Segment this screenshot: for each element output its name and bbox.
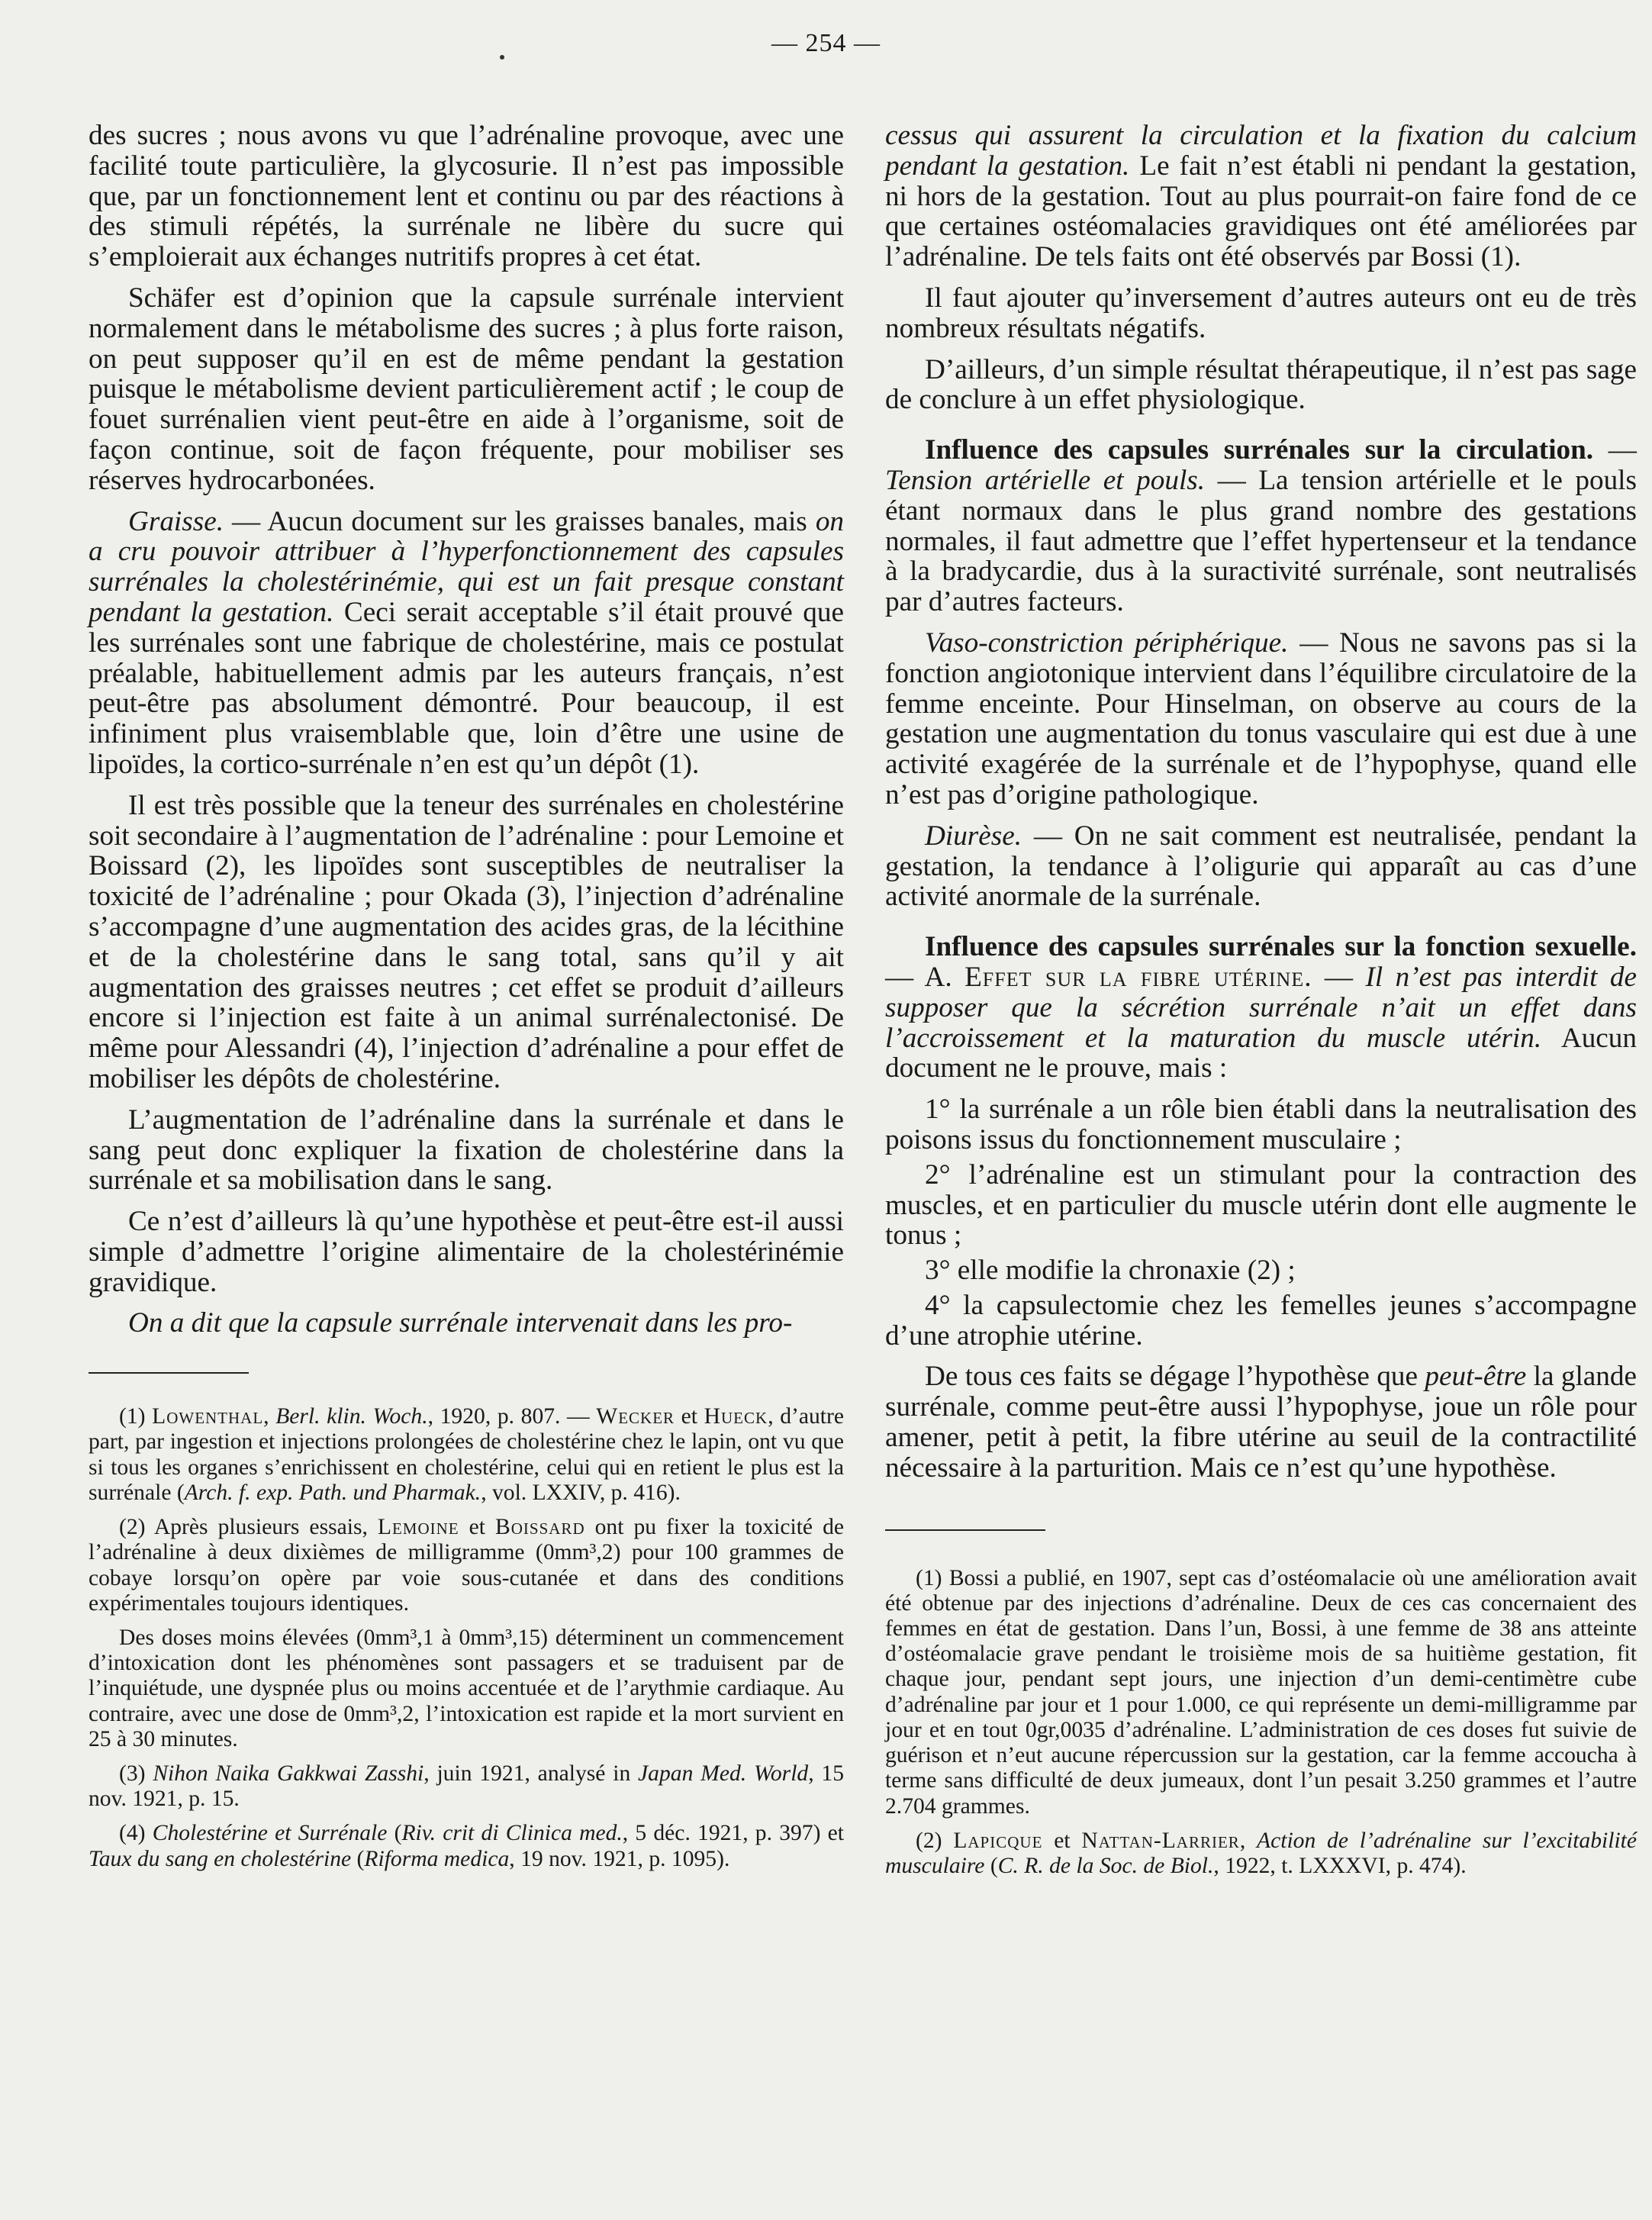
- text-run: Japan Med. World: [638, 1761, 809, 1786]
- text-run: Il n’est pas interdit de supposer que la sécrétion surrénale n’ait un effet dans l’accroissement et la maturation du muscle utérin.: [885, 961, 1637, 1054]
- left-column: [89, 121, 844, 1875]
- paragraph: [89, 283, 844, 496]
- text-run: Ce n’est d’ailleurs là qu’une hypothèse et peut-être est-il aussi simple d’admettre l’origine alimentaire de la cholestérinémie gravidique.: [89, 1206, 844, 1298]
- footnote: [89, 1821, 844, 1871]
- footnote: [89, 1761, 844, 1812]
- text-run: Diurèse.: [925, 820, 1022, 852]
- text-run: Hueck: [704, 1404, 768, 1429]
- text-run: — Aucun document sur les graisses banales, mais: [224, 505, 816, 537]
- text-run: Riforma medica: [364, 1846, 510, 1871]
- text-run: Ceci serait acceptable s’il était prouvé que les surrénales sont une fabrique de cholestérine, mais ce postulat préalable, habituellement admis par les auteurs français, n’est peut-être pas absolument démontré. Pour beaucoup, il est infiniment plus vraisemblable que, loin d’être une usine de lipoïdes, la cortico-surrénale n’en est qu’un dépôt (1).: [89, 596, 845, 780]
- text-run: Schäfer est d’opinion que la capsule surrénale intervient normalement dans le métabolisme des sucres ; à plus forte raison, on peut supposer qu’il en est de même pendant la gestation puisque le métabolisme devient particulièrement actif ; le coup de fouet surrénalien vient peut-être en aide à l’organisme, soit de façon continue, soit de façon fréquente, pour mobiliser ses réserves hydrocarbonées.: [89, 282, 844, 496]
- section-paragraph: [885, 435, 1637, 617]
- text-run: Graisse.: [128, 505, 224, 537]
- text-run: Cholestérine et Surrénale: [152, 1821, 388, 1846]
- footnote-rule: [89, 1372, 249, 1374]
- text-run: — A.: [885, 961, 965, 993]
- list-item: [885, 1290, 1637, 1352]
- text-run: (: [387, 1821, 402, 1846]
- text-run: Des doses moins élevées (0mm³,1 à 0mm³,15) déterminent un commencement d’intoxication dont les phénomènes sont passagers et se traduisent par de l’inquiétude, une dyspnée plus ou moins accentuée et de l’arythmie cardiaque. Au contraire, avec une dose de 0mm³,2, l’intoxication est rapide et la mort survient en 25 à 30 minutes.: [89, 1625, 844, 1751]
- text-run: 2° l’adrénaline est un stimulant pour la contraction des muscles, et en particulier du muscle utérin dont elle augmente le tonus ;: [885, 1158, 1637, 1252]
- text-run: (: [351, 1846, 365, 1871]
- paragraph: [89, 791, 844, 1094]
- text-run: Aucun document ne le prouve, mais :: [885, 1022, 1637, 1084]
- section-paragraph: [885, 932, 1637, 1084]
- text-run: (1): [119, 1404, 153, 1429]
- section-heading: Influence des capsules surrénales sur la fonction sexuelle.: [925, 931, 1637, 963]
- text-run: 4° la capsulectomie chez les femelles jeunes s’accompagne d’une atrophie utérine.: [885, 1289, 1637, 1352]
- paragraph: [885, 1361, 1637, 1483]
- text-run: Le fait n’est établi ni pendant la gestation, ni hors de la gestation. Tout au plus pourrait-on faire fond de ce que certaines ostéomalacies gravidiques ont été améliorées par l’adrénaline. De tels faits ont été observés par Bossi (1).: [885, 150, 1637, 273]
- text-run: D’ailleurs, d’un simple résultat thérapeutique, il n’est pas sage de conclure à un effet physiologique.: [885, 353, 1637, 416]
- text-run: , 5 déc. 1921, p. 397) et: [622, 1821, 844, 1846]
- text-run: Berl. klin. Woch.: [275, 1404, 428, 1429]
- text-run: (1) Bossi a publié, en 1907, sept cas d’ostéomalacie où une amélioration avait été obtenue par des injections d’adrénaline. Deux de ces cas concernaient des femmes en état de gestation. Dans l’un, Bossi, à une femme de 38 ans atteinte d’ostéomalacie grave pendant le troisième mois de sa huitième gestation, fit chaque jour, pendant sept jours, une injection d’un demi-centimètre cube d’adrénaline par jour et 1 pour 1.000, ce qui représente un demi-milligramme par jour et en tout 0gr,0035 d’adrénaline. L’administration de ces doses fut suivie de guérison et n’eut aucune répercussion sur la gestation, car la femme accoucha à terme sans difficulté de deux jumeaux, dont l’un pesait 3.250 grammes et l’autre 2.704 grammes.: [885, 1565, 1637, 1819]
- text-run: ,: [1239, 1828, 1258, 1853]
- paragraph: [89, 1207, 844, 1297]
- text-run: , d’autre part, par ingestion et injections prolongées de cholestérine chez le lapin, ont vu que si tous les organes s’enrichissent en cholestérine, celui qui en retient le plus est la surrénale (: [89, 1404, 844, 1505]
- text-run: , vol. LXXIV, p. 416).: [481, 1480, 681, 1505]
- text-run: On a dit que la capsule surrénale intervenait dans les pro-: [128, 1307, 793, 1339]
- footnote: [89, 1626, 844, 1752]
- text-run: (2) Après plusieurs essais,: [119, 1515, 378, 1540]
- text-run: C. R. de la Soc. de Biol.: [997, 1853, 1214, 1878]
- text-run: (3): [119, 1761, 153, 1786]
- text-run: , 19 nov. 1921, p. 1095).: [509, 1846, 730, 1871]
- text-run: Nihon Naika Gakkwai Zasshi: [153, 1761, 424, 1786]
- right-footnotes: [885, 1566, 1637, 1879]
- text-run: Lowenthal: [152, 1404, 264, 1429]
- text-run: —: [1312, 961, 1366, 993]
- text-run: et: [675, 1404, 704, 1429]
- text-run: (2): [916, 1828, 954, 1853]
- text-run: 1° la surrénale a un rôle bien établi dans la neutralisation des poisons issus du fonctionnement musculaire ;: [885, 1094, 1637, 1155]
- list-item: [885, 1255, 1637, 1286]
- paragraph: [89, 1308, 844, 1339]
- text-run: Effet sur la fibre utérine.: [964, 961, 1312, 993]
- text-run: ,: [263, 1404, 276, 1429]
- text-run: , 1920, p. 807. —: [427, 1404, 597, 1429]
- text-run: L’augmentation de l’adrénaline dans la surrénale et dans le sang peut donc expliquer la fixation de cholestérine dans la surrénale et sa mobilisation dans le sang.: [89, 1104, 844, 1197]
- text-run: Nattan-Larrier: [1081, 1828, 1240, 1853]
- text-run: (: [984, 1853, 998, 1878]
- text-run: Il faut ajouter qu’inversement d’autres auteurs ont eu de très nombreux résultats négatifs.: [885, 282, 1637, 344]
- paragraph: [89, 121, 844, 272]
- paragraph: [89, 507, 844, 780]
- footnote: [885, 1566, 1637, 1819]
- text-run: Lemoine: [377, 1515, 459, 1540]
- paragraph: [885, 283, 1637, 344]
- footnote: [89, 1515, 844, 1616]
- text-run: —: [1593, 434, 1637, 466]
- list-item: [885, 1094, 1637, 1155]
- text-run: — Nous ne savons pas si la fonction angiotonique intervient dans l’équilibre circulatoire de la femme enceinte. Pour Hinselman, on observe au cours de la gestation une augmentation du tonus vasculaire qui est due à une activité exagérée de la surrénale et de l’hypophyse, quand elle n’est pas d’origine pathologique.: [885, 627, 1638, 810]
- text-run: cessus qui assurent la circulation et la fixation du calcium pendant la gestation.: [885, 120, 1637, 182]
- text-run: la glande surrénale, comme peut-être aussi l’hypophyse, joue un rôle pour amener, petit à petit, la fibre utérine au seuil de la contractilité nécessaire à la parturition. Mais ce n’est qu’une hypothèse.: [885, 1361, 1637, 1484]
- list-item: [885, 1160, 1637, 1251]
- text-run: , 15 nov. 1921, p. 15.: [89, 1761, 845, 1812]
- text-run: Vaso-constriction périphérique.: [925, 627, 1289, 659]
- paragraph: [89, 1105, 844, 1196]
- paragraph: [885, 121, 1637, 272]
- right-column: [885, 121, 1637, 1882]
- text-run: des sucres ; nous avons vu que l’adrénaline provoque, avec une facilité toute particulière, la glycosurie. Il n’est pas impossible que, par un fonctionnement lent et continu ou par des réactions à des stimuli répétés, la surrénale ne libère du sucre qui s’emploierait aux échanges nutritifs propres à cet état.: [89, 120, 844, 273]
- text-run: et: [1042, 1828, 1082, 1853]
- text-run: 3° elle modifie la chronaxie (2) ;: [925, 1255, 1296, 1287]
- text-run: ont pu fixer la toxicité de l’adrénaline à deux dixièmes de milligramme (0mm³,2) pour 100 grammes de cobaye lorsqu’on opère par voie sous-cutanée et dans des conditions expérimentales toujours identiques.: [89, 1515, 844, 1616]
- text-run: Tension artérielle et pouls.: [885, 464, 1206, 496]
- paragraph: [885, 821, 1637, 912]
- text-run: , 1922, t. LXXXVI, p. 474).: [1213, 1853, 1467, 1878]
- text-run: Lapicque: [953, 1828, 1043, 1853]
- text-run: on a cru pouvoir attribuer à l’hyperfonctionnement des capsules surrénales la cholestérinémie, qui est un fait presque constant pendant la gestation.: [89, 505, 844, 628]
- text-run: (4): [119, 1821, 153, 1846]
- text-run: Action de l’adrénaline sur l’excitabilité musculaire: [885, 1828, 1638, 1878]
- footnote: [89, 1404, 844, 1506]
- text-run: Riv. crit di Clinica med.: [401, 1821, 623, 1846]
- page-number: — 254 —: [771, 29, 881, 57]
- section-heading: Influence des capsules surrénales sur la circulation.: [925, 434, 1594, 466]
- footnote: [885, 1829, 1637, 1879]
- text-run: — La tension artérielle et le pouls étant normaux dans le plus grand nombre des gestations normales, il faut admettre que l’effet hypertenseur et la tendance à la bradycardie, dus à la suractivité surrénale, sont neutralisés par d’autres facteurs.: [885, 464, 1637, 618]
- text-run: Boissard: [495, 1515, 585, 1540]
- text-run: peut-être: [1425, 1361, 1527, 1393]
- paragraph: [885, 355, 1637, 416]
- right-body: [885, 121, 1637, 1484]
- text-run: Arch. f. exp. Path. und Pharmak.: [184, 1480, 481, 1505]
- text-run: — On ne sait comment est neutralisée, pendant la gestation, la tendance à l’oligurie qui apparaît au cas d’une activité anormale de la surrénale.: [885, 820, 1637, 913]
- text-run: et: [459, 1515, 496, 1540]
- paragraph: [885, 628, 1637, 810]
- left-body: [89, 121, 844, 1339]
- footnote-rule: [885, 1529, 1045, 1531]
- text-run: De tous ces faits se dégage l’hypothèse que: [925, 1361, 1425, 1393]
- text-run: Wecker: [596, 1404, 675, 1429]
- left-footnotes: [89, 1404, 844, 1871]
- text-run: Il est très possible que la teneur des surrénales en cholestérine soit secondaire à l’augmentation de l’adrénaline : pour Lemoine et Boissard (2), les lipoïdes sont susceptibles de neutraliser la toxicité de l’adrénaline ; pour Okada (3), l’injection d’adrénaline s’accompagne d’une augmentation des acides gras, de la lécithine et de la cholestérine dans le sang total, sans qu’il y ait augmentation des graisses neutres ; cet effet se produit d’ailleurs encore si l’injection est faite à un animal surrénalectonisé. De même pour Alessandri (4), l’injection d’adrénaline a pour effet de mobiliser les dépôts de cholestérine.: [89, 789, 844, 1094]
- text-run: , juin 1921, analysé in: [423, 1761, 639, 1786]
- text-run: Taux du sang en cholestérine: [89, 1846, 352, 1871]
